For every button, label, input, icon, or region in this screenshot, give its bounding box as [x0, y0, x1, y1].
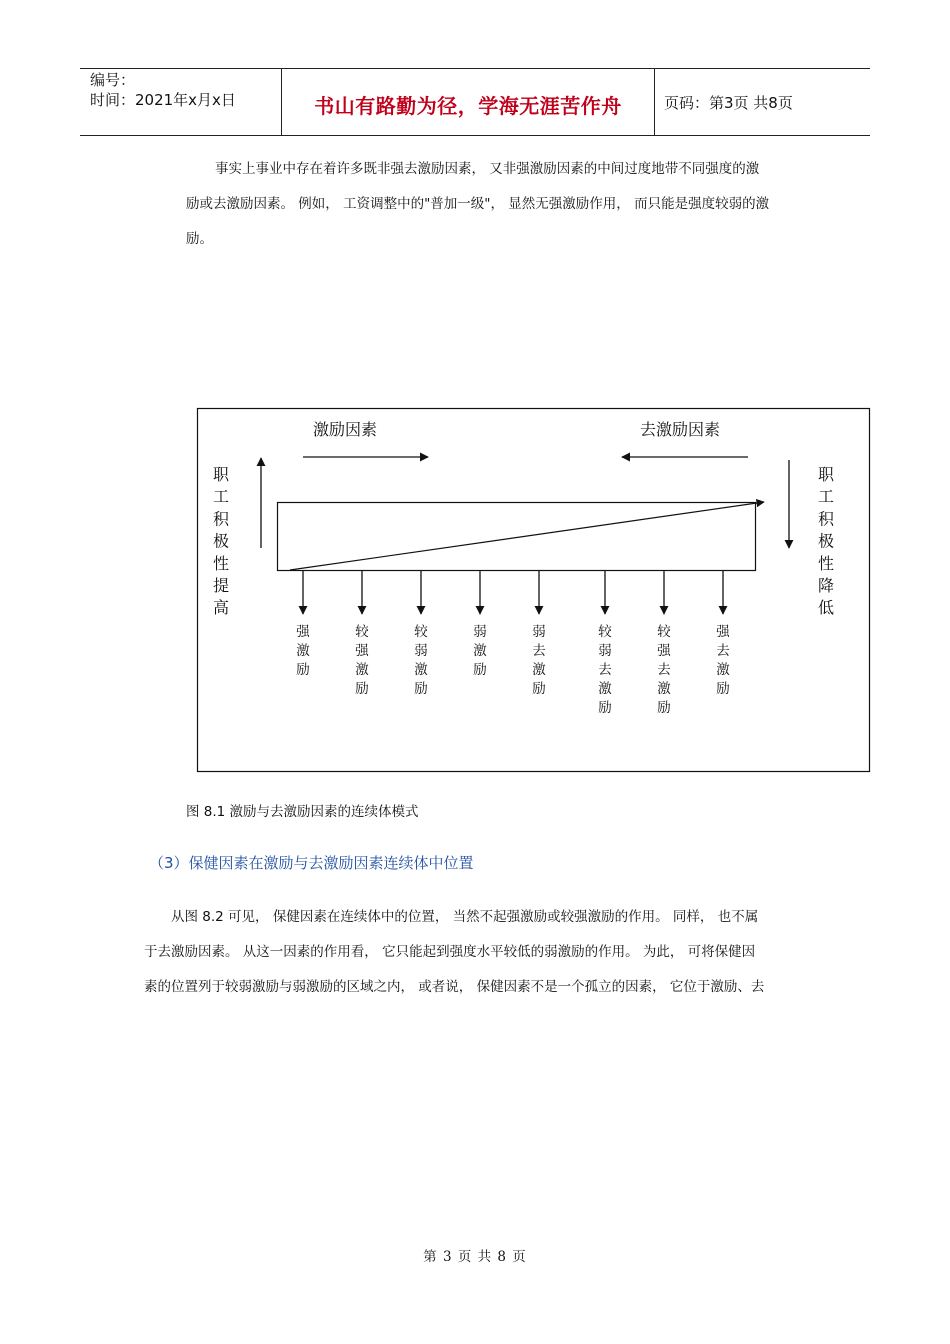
- column-label-char: 励: [716, 681, 730, 697]
- column-label-char: 较: [657, 624, 671, 640]
- column-label-char: 激: [716, 662, 730, 678]
- intensity-columns: [296, 571, 730, 716]
- column-label-char: 励: [598, 700, 612, 716]
- section-line-3: 素的位置列于较弱激励与弱激励的区域之内， 或者说， 保健因素不是一个孤立的因素， 它位于激励、去: [144, 979, 765, 995]
- continuum-box: [278, 503, 756, 571]
- intro-line-1: 事实上事业中存在着许多既非强去激励因素， 又非强激励因素的中间过度地带不同强度的激: [215, 161, 760, 177]
- column-label-char: 激: [296, 643, 310, 659]
- left-axis-char: 职: [212, 465, 230, 484]
- left-axis-char: 性: [212, 553, 230, 573]
- right-factor-label: 去激励因素: [640, 420, 721, 439]
- column-label-char: 激: [532, 662, 546, 678]
- intro-line-2: 励或去激励因素。 例如， 工资调整中的"普加一级"， 显然无强激励作用， 而只能是强度较弱的激: [186, 196, 770, 212]
- right-axis-char: 职: [817, 465, 835, 484]
- left-factor-label: 激励因素: [313, 420, 378, 439]
- column-label-char: 去: [598, 662, 612, 678]
- left-axis-char: 积: [212, 509, 230, 529]
- column-label-char: 强: [657, 643, 671, 659]
- right-axis-char: 性: [817, 553, 835, 573]
- left-axis-label: [213, 465, 230, 617]
- column-label-char: 去: [532, 643, 546, 659]
- figure-frame: [198, 409, 870, 772]
- right-axis-char: 极: [817, 531, 835, 551]
- column-label-char: 弱: [473, 624, 487, 640]
- column-label-char: 励: [355, 681, 369, 697]
- right-axis-char: 工: [817, 487, 835, 507]
- column-label-char: 弱: [532, 624, 546, 640]
- intro-line-3: 励。: [186, 231, 213, 247]
- right-axis-char: 低: [817, 598, 835, 618]
- right-axis-char: 降: [817, 576, 835, 595]
- left-axis-char: 工: [212, 487, 230, 507]
- document-number-label: 编号：: [90, 71, 136, 89]
- column-label-char: 较: [414, 624, 428, 640]
- column-label-char: 较: [355, 624, 369, 640]
- left-axis-char: 提: [212, 576, 230, 595]
- right-axis-label: [818, 465, 835, 617]
- column-label-char: 弱: [414, 643, 428, 659]
- column-label-char: 激: [598, 681, 612, 697]
- continuum-diagonal: [290, 502, 764, 570]
- column-label-char: 励: [657, 700, 671, 716]
- figure-caption: 图 8.1 激励与去激励因素的连续体模式: [186, 804, 419, 820]
- section-line-1: 从图 8.2 可见， 保健因素在连续体中的位置， 当然不起强激励或较强激励的作用。 同样， 也不属: [171, 909, 759, 925]
- right-axis-char: 积: [817, 509, 835, 529]
- column-label-char: 励: [532, 681, 546, 697]
- left-axis-char: 高: [212, 598, 230, 618]
- column-label-char: 励: [473, 662, 487, 678]
- column-label-char: 激: [657, 681, 671, 697]
- column-label-char: 较: [598, 624, 612, 640]
- section-line-2: 于去激励因素。 从这一因素的作用看， 它只能起到强度水平较低的弱激励的作用。 为此， 可将保健因: [144, 944, 756, 960]
- column-label-char: 激: [355, 662, 369, 678]
- column-label-char: 弱: [598, 643, 612, 659]
- column-label-char: 强: [296, 624, 310, 640]
- section-heading: （3）保健因素在激励与去激励因素连续体中位置: [149, 854, 474, 872]
- column-label-char: 励: [414, 681, 428, 697]
- header-motto: 书山有路勤为径，学海无涯苦作舟: [314, 94, 622, 118]
- column-label-char: 强: [355, 643, 369, 659]
- column-label-char: 去: [657, 662, 671, 678]
- page-info: 页码：第3页 共8页: [664, 94, 793, 112]
- column-label-char: 去: [716, 643, 730, 659]
- page-footer: 第 3 页 共 8 页: [423, 1249, 527, 1265]
- document-time-label: 时间：2021年x月x日: [90, 91, 236, 109]
- column-label-char: 励: [296, 662, 310, 678]
- column-label-char: 激: [473, 643, 487, 659]
- column-label-char: 激: [414, 662, 428, 678]
- column-label-char: 强: [716, 624, 730, 640]
- left-axis-char: 极: [212, 531, 230, 551]
